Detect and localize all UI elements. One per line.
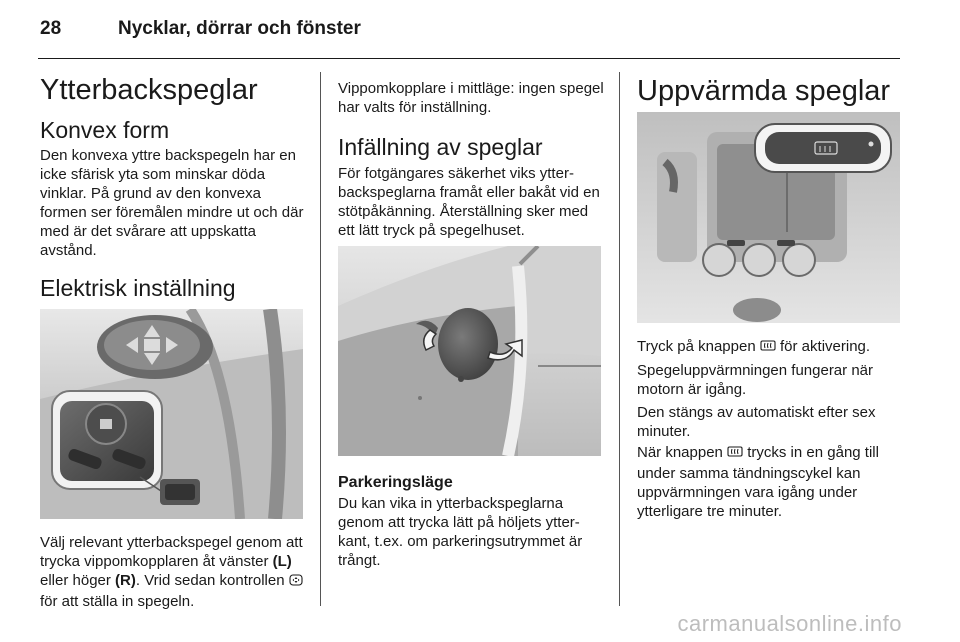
electric-text-part2: eller höger [40,572,116,589]
heated-mirror-button-illustration [637,112,900,323]
heated-mirrors-heading: Uppvärmda speglar [637,75,891,107]
electric-heading: Elektrisk inställning [40,275,236,301]
page-number: 28 [40,18,62,39]
column-divider-2 [619,72,620,606]
repress-text [637,443,899,521]
folding-heading: Infällning av speglar [338,134,543,160]
column-divider-1 [320,72,321,606]
label-right: (R) [115,572,136,589]
activation-text-part1: Tryck på knappen [637,338,760,355]
section-title: Ytterbackspeglar [40,74,258,106]
convex-heading: Konvex form [40,117,170,143]
engine-running-text: Spegeluppvärmningen fungerar när motorn är igång. [637,362,873,398]
repress-text-part2: trycks in en gång till under samma tändningscykel kan uppvärmningen vara igång under ytterligare tre minuter. [637,444,879,520]
folding-text: För fotgängares säkerhet viks ytterbackspeglarna framåt eller bakåt vid en stötpåkänning. Återställning sker med ett lätt tryck på spegelhuset. [338,165,600,239]
parking-heading: Parkeringsläge [338,474,453,491]
mirror-adjust-icon [289,573,303,592]
auto-off-text: Den stängs av automatiskt efter sex minuter. [637,404,876,440]
mirror-switch-illustration [40,309,303,519]
folding-mirror-illustration [338,246,601,456]
heated-mirror-icon [760,339,776,358]
parking-text: Du kan vika in ytterbackspeglarna genom att trycka lätt på höljets ytterkant, t.ex. om parkeringsutrymmet är trångt. [338,495,583,569]
convex-text: Den konvexa yttre backspegeln har en icke sfärisk yta som minskar döda vinklar. På grund av den konvexa formen ser föremålen mindre ut och där med är det svårare att uppskatta avstånd. [40,147,304,259]
activation-text [637,337,899,358]
label-left: (L) [272,553,292,570]
electric-text-part4: för att ställa in spegeln. [40,593,195,610]
heated-mirror-icon [727,445,743,464]
activation-text-part2: för aktivering. [775,338,871,355]
electric-text-part3: . Vrid sedan kontrollen [135,572,289,589]
repress-text-part1: När knappen [637,444,728,461]
watermark: carmanualsonline.info [677,611,902,636]
running-title: Nycklar, dörrar och fönster [118,18,361,39]
neutral-position-text: Vippomkopplare i mittläge: ingen spegel har valts för inställning. [338,80,604,116]
electric-text [40,533,308,611]
header-rule [38,58,900,59]
electric-text-part1: Välj relevant ytterbackspegel genom att trycka vippomkopplaren åt vänster [40,534,303,570]
